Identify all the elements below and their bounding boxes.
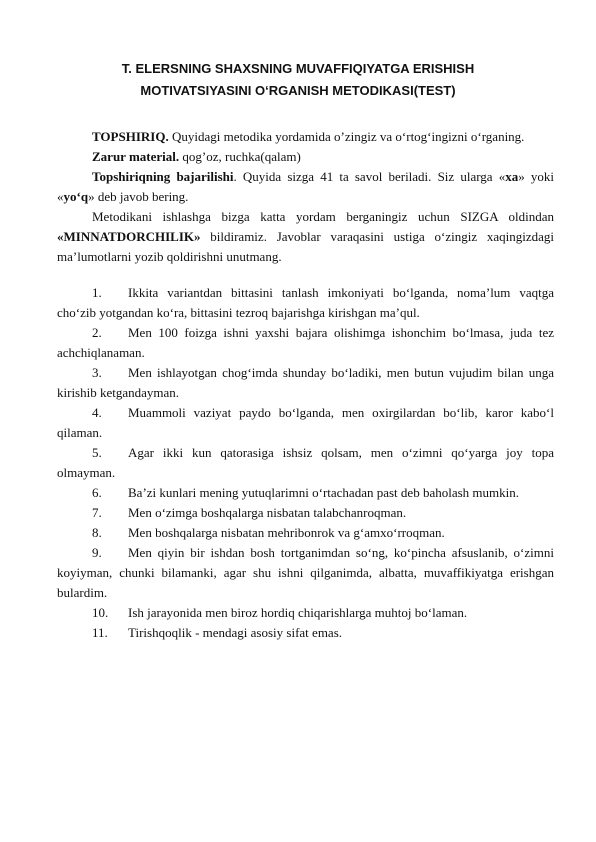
question-text: Ikkita variantdan bittasini tanlash imkoniyati bo‘lganda, noma’lum vaqtga cho‘zib yotgandan ko‘ra, bittasini tezroq bajarishga kirishgan ma’qul. (57, 285, 554, 320)
method-text-b: bildiramiz. Javoblar varaqasini ustiga o‘zingiz xaqingizdagi ma’lumotlarni yozib qoldirishni unutmang. (57, 229, 554, 264)
question-item (57, 403, 554, 443)
material-label: Zarur material. (92, 149, 180, 164)
material-text: qog’oz, ruchka(qalam) (179, 149, 301, 164)
question-number: 7. (92, 505, 102, 520)
material-paragraph (57, 147, 554, 167)
question-item (57, 623, 554, 643)
question-number: 2. (92, 325, 102, 340)
method-paragraph (57, 207, 554, 267)
question-item (57, 283, 554, 323)
question-item (57, 323, 554, 363)
title-line-2: MOTIVATSIYASINI O‘RGANISH METODIKASI(TEST) (140, 83, 456, 98)
task-text: Quyidagi metodika yordamida o’zingiz va o‘rtog‘ingizni o‘rganing. (168, 129, 525, 144)
procedure-label: Topshiriqning bajarilishi (92, 169, 234, 184)
question-number: 8. (92, 525, 102, 540)
question-text: Ish jarayonida men biroz hordiq chiqarishlarga muhtoj bo‘laman. (128, 605, 468, 620)
question-number: 5. (92, 445, 102, 460)
question-text: Agar ikki kun qatorasiga ishsiz qolsam, men o‘zimni qo‘yarga joy topa olmayman. (57, 445, 554, 480)
question-text: Men boshqalarga nisbatan mehribonrok va g‘amxo‘rroqman. (128, 525, 445, 540)
procedure-text-b: » yoki « (57, 169, 554, 204)
question-item (57, 363, 554, 403)
question-text: Tirishqoqlik - mendagi asosiy sifat emas. (128, 625, 343, 640)
answer-no: yo‘q (63, 189, 89, 204)
question-number: 1. (92, 285, 102, 300)
question-text: Ba’zi kunlari mening yutuqlarimni o‘rtachadan past deb baholash mumkin. (128, 485, 519, 500)
task-label: TOPSHIRIQ. (92, 129, 169, 144)
section-gap (57, 267, 554, 283)
title-line-1: T. ELERSNING SHAXSNING MUVAFFIQIYATGA ERISHISH (121, 61, 475, 76)
question-number: 9. (92, 545, 102, 560)
question-item (57, 483, 554, 503)
question-list (57, 283, 554, 643)
question-text: Men ishlayotgan chog‘imda shunday bo‘ladiki, men butun vujudim bilan unga kirishib ketgandayman. (57, 365, 554, 400)
question-text: Men qiyin bir ishdan bosh tortganimdan so‘ng, ko‘pincha afsuslanib, o‘zimni koyiyman, chunki bilamanki, agar shu ishni qilganimda, albatta, muvaffikiyatga erishgan bulardim. (57, 545, 554, 600)
question-number: 4. (92, 405, 102, 420)
thanks-word: «MINNATDORCHILIK» (57, 229, 201, 244)
question-number: 11. (92, 625, 108, 640)
question-item (57, 503, 554, 523)
question-item (57, 543, 554, 603)
procedure-paragraph (57, 167, 554, 207)
document-body (57, 127, 554, 643)
question-item (57, 523, 554, 543)
task-paragraph (57, 127, 554, 147)
question-text: Men o‘zimga boshqalarga nisbatan talabchanroqman. (128, 505, 407, 520)
question-text: Men 100 foizga ishni yaxshi bajara olishimga ishonchim bo‘lmasa, juda tez achchiqlanaman. (57, 325, 554, 360)
question-number: 3. (92, 365, 102, 380)
procedure-text-a: . Quyida sizga 41 ta savol beriladi. Siz ularga « (233, 169, 506, 184)
answer-yes: xa (505, 169, 519, 184)
question-number: 6. (92, 485, 102, 500)
question-number: 10. (92, 605, 109, 620)
question-item (57, 603, 554, 623)
method-text-a: Metodikani ishlashga bizga katta yordam berganingiz uchun SIZGA oldindan (92, 209, 554, 224)
page-title (40, 58, 556, 102)
question-item (57, 443, 554, 483)
question-text: Muammoli vaziyat paydo bo‘lganda, men oxirgilardan bo‘lib, karor kabo‘l qilaman. (57, 405, 554, 440)
procedure-text-c: » deb javob bering. (88, 189, 189, 204)
